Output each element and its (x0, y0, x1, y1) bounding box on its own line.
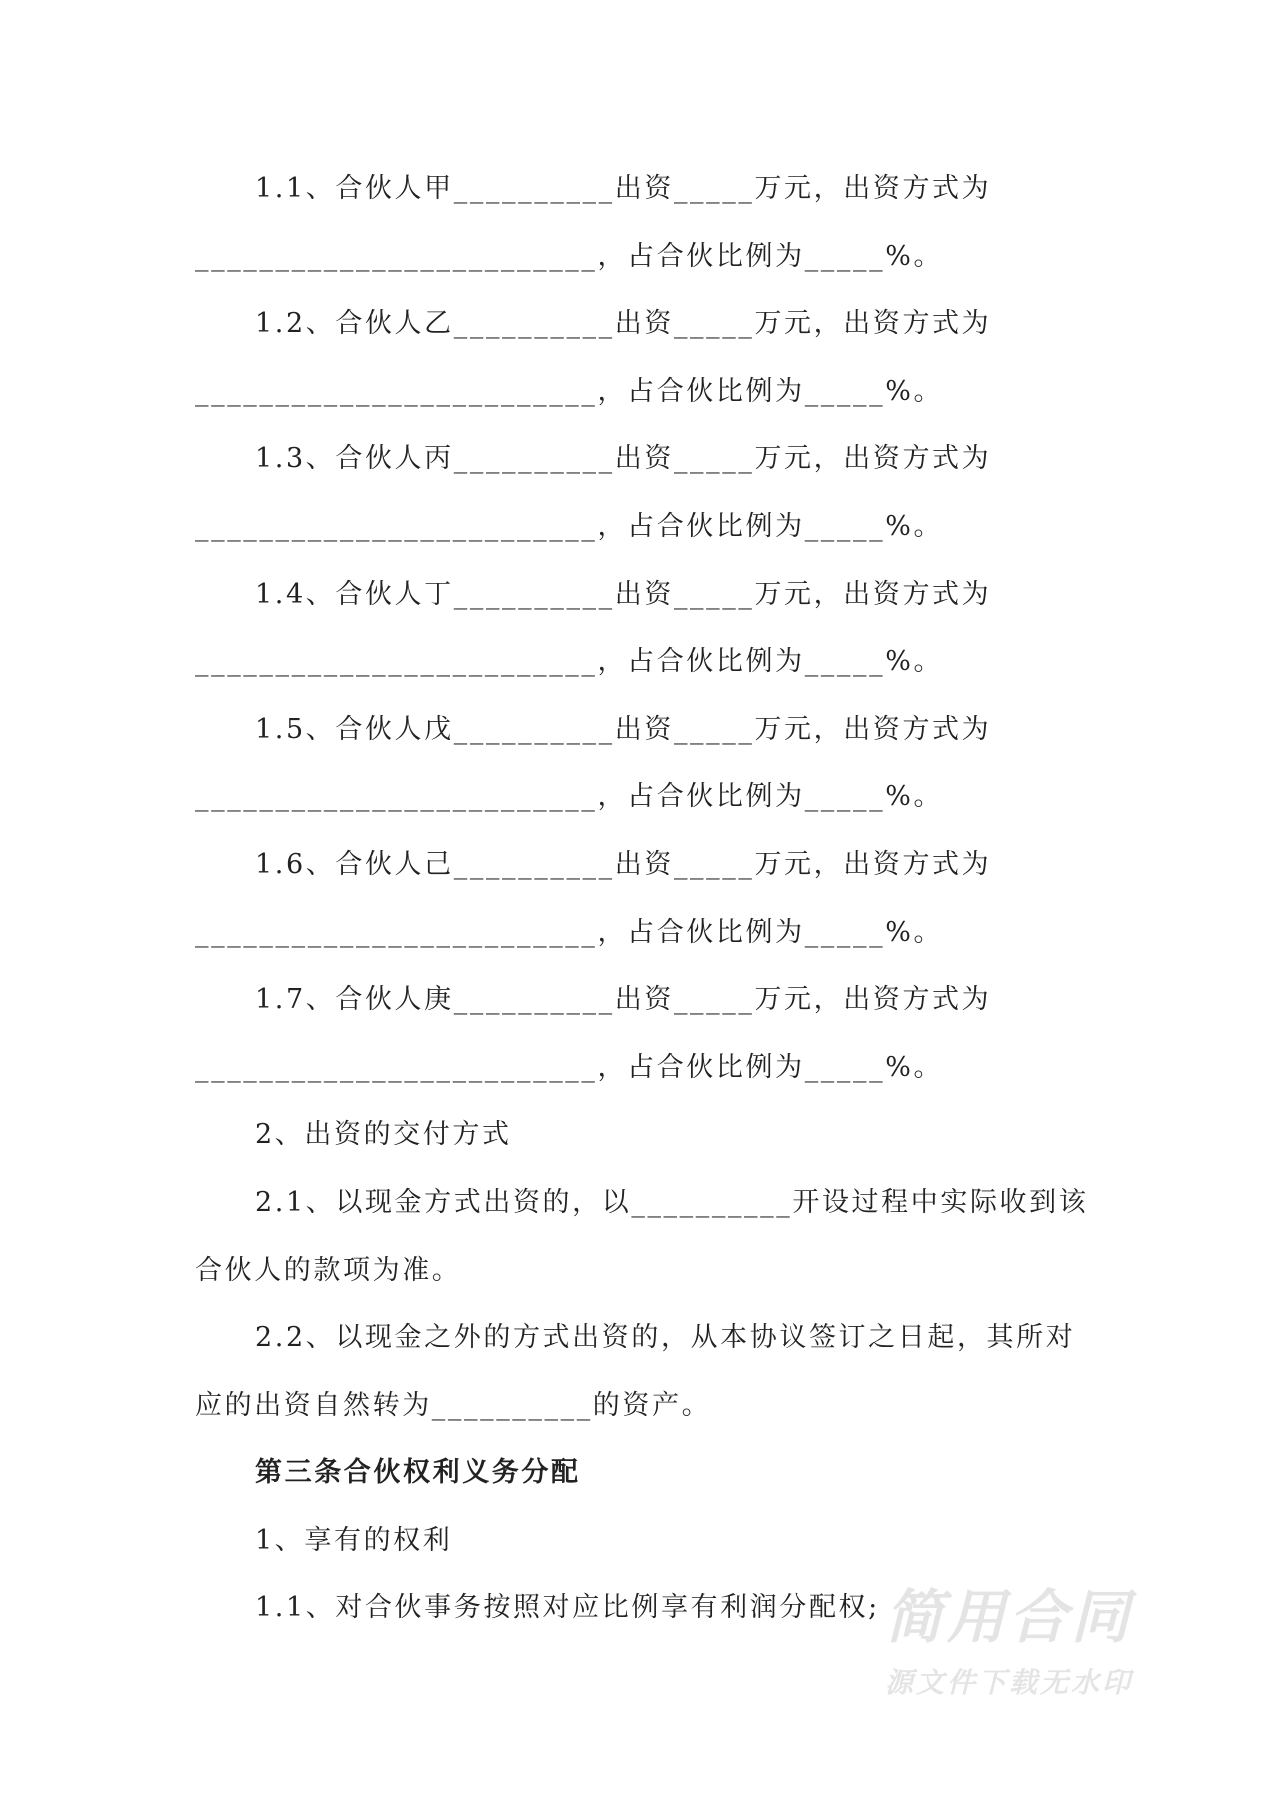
text-line: _________________________，占合伙比例为_____%。 (195, 646, 944, 678)
text-line: 1.6、合伙人己__________出资_____万元，出资方式为 (255, 848, 992, 880)
text-line: 应的出资自然转为__________的资产。 (195, 1389, 712, 1421)
document-body (195, 155, 1095, 1642)
text-line: _________________________，占合伙比例为_____%。 (195, 1051, 944, 1083)
text-line: 1.4、合伙人丁__________出资_____万元，出资方式为 (255, 578, 992, 610)
text-line: _________________________，占合伙比例为_____%。 (195, 510, 944, 542)
text-line: 2.2、以现金之外的方式出资的，从本协议签订之日起，其所对 (255, 1322, 1076, 1354)
watermark-subtitle: 源文件下载无水印 (885, 1666, 1134, 1699)
text-line: 1.7、合伙人庚__________出资_____万元，出资方式为 (255, 984, 992, 1016)
text-line: 1.2、合伙人乙__________出资_____万元，出资方式为 (255, 308, 992, 340)
text-line: _________________________，占合伙比例为_____%。 (195, 375, 944, 407)
text-line: 1、享有的权利 (255, 1524, 453, 1556)
text-line: _________________________，占合伙比例为_____%。 (195, 781, 944, 813)
text-line: 合伙人的款项为准。 (195, 1254, 462, 1286)
watermark-title: 简用合同 (885, 1583, 1134, 1651)
text-line: _________________________，占合伙比例为_____%。 (195, 916, 944, 948)
text-line: 2、出资的交付方式 (255, 1119, 512, 1151)
text-line: 1.3、合伙人丙__________出资_____万元，出资方式为 (255, 443, 992, 475)
text-line: 1.1、合伙人甲__________出资_____万元，出资方式为 (255, 173, 992, 204)
text-line: 2.1、以现金方式出资的，以__________开设过程中实际收到该 (255, 1186, 1089, 1218)
text-line: 1.1、对合伙事务按照对应比例享有利润分配权; (255, 1592, 880, 1624)
text-line: _________________________，占合伙比例为_____%。 (195, 240, 944, 272)
text-line: 1.5、合伙人戊__________出资_____万元，出资方式为 (255, 713, 992, 745)
section-heading: 第三条合伙权利义务分配 (255, 1457, 581, 1489)
watermark (885, 1585, 1133, 1703)
